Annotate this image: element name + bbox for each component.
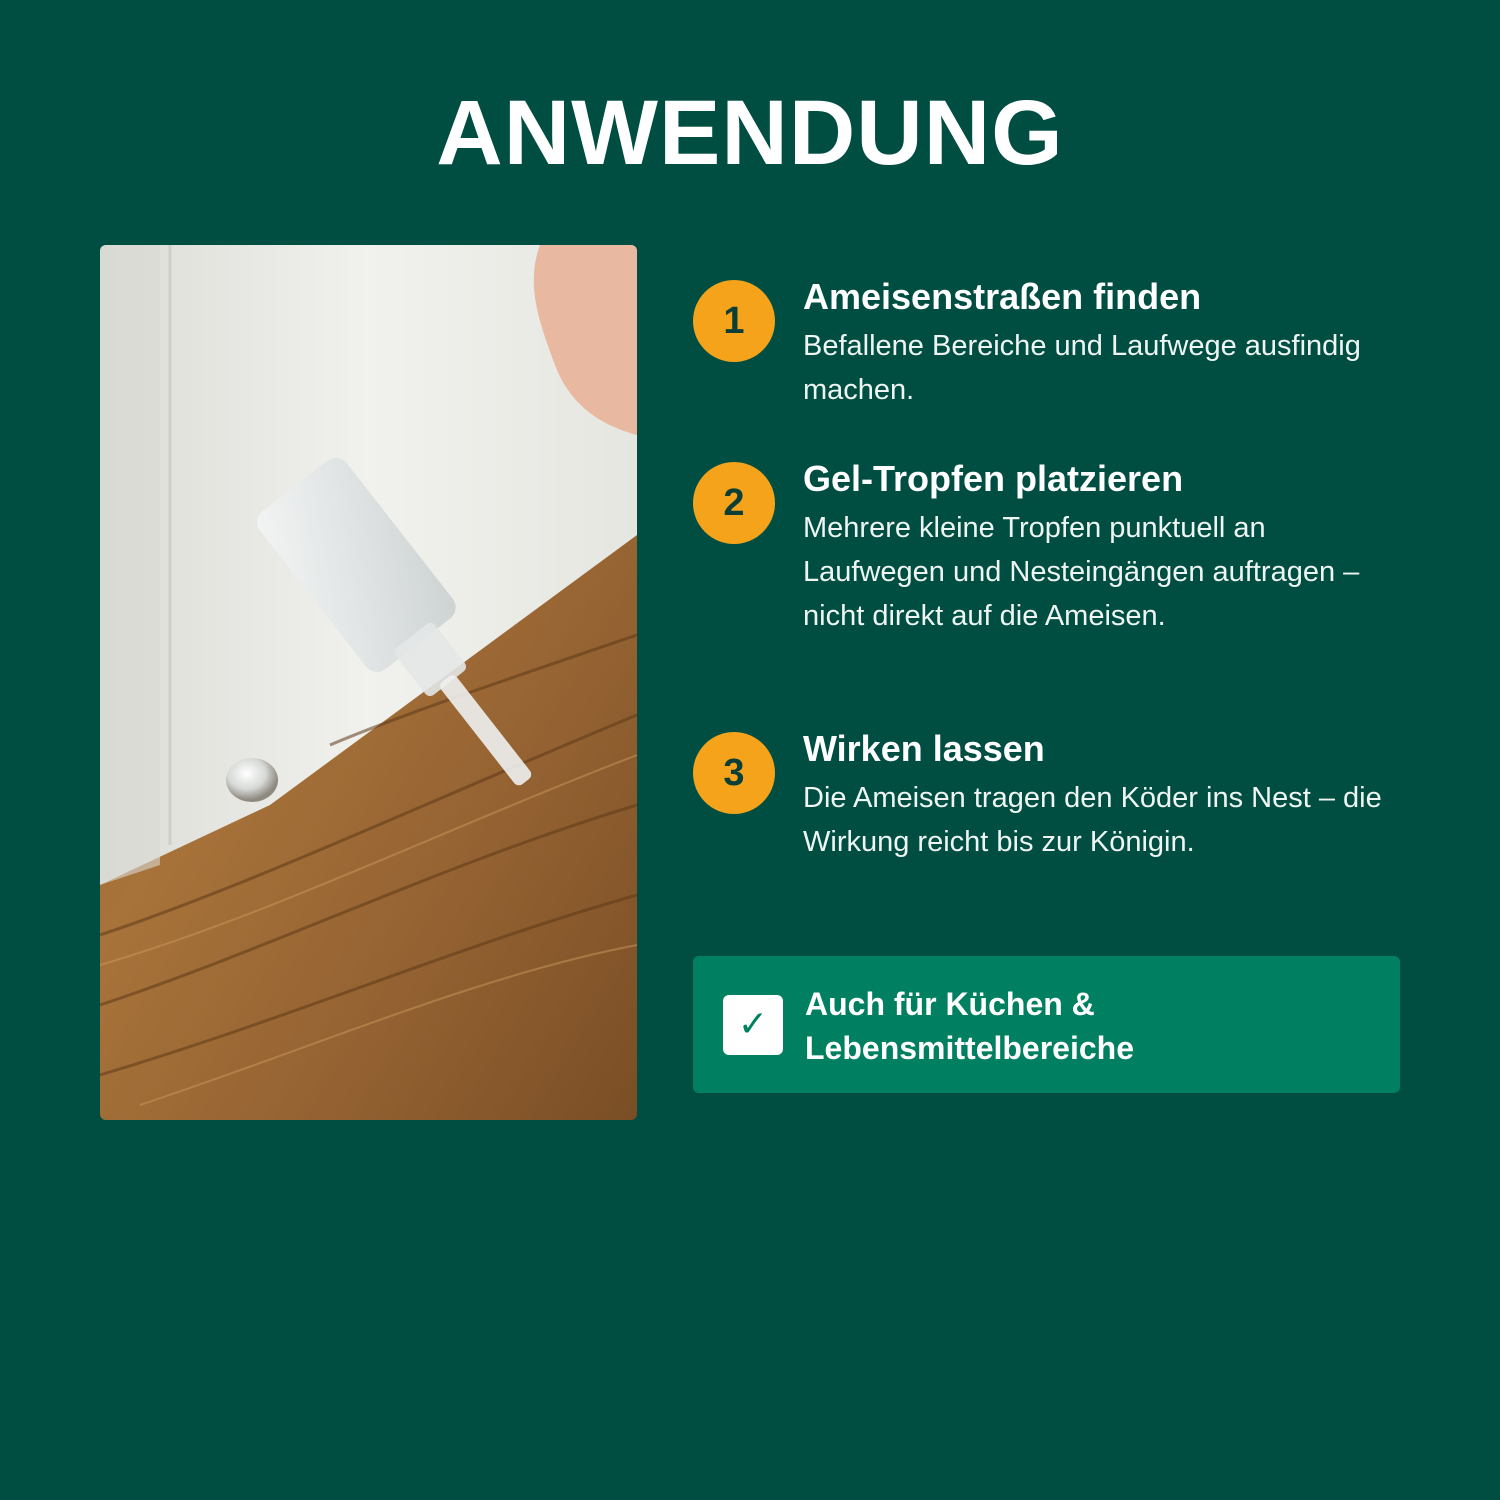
step-description: Die Ameisen tragen den Köder ins Nest – die Wirkung reicht bis zur Königin.: [803, 782, 1382, 858]
badge-text: Auch für Küchen & Lebensmittelbereiche: [805, 986, 1134, 1066]
step-text: [803, 270, 1403, 412]
step-number: 3: [693, 732, 775, 814]
food-safe-badge: [693, 956, 1400, 1093]
step-number: 1: [693, 280, 775, 362]
check-icon: ✓: [723, 995, 783, 1055]
step-title: Ameisenstraßen finden: [803, 276, 1202, 317]
step-title: Gel-Tropfen platzieren: [803, 458, 1184, 499]
application-photo: [100, 245, 637, 1120]
step-description: Mehrere kleine Tropfen punktuell an Laufwegen und Nesteingängen auftragen – nicht direkt auf die Ameisen.: [803, 512, 1360, 632]
step-text: [803, 452, 1403, 638]
step-text: [803, 722, 1403, 864]
page-title: ANWENDUNG: [436, 82, 1064, 184]
step-number: 2: [693, 462, 775, 544]
step-title: Wirken lassen: [803, 728, 1045, 769]
step-description: Befallene Bereiche und Laufwege ausfindig machen.: [803, 330, 1361, 406]
